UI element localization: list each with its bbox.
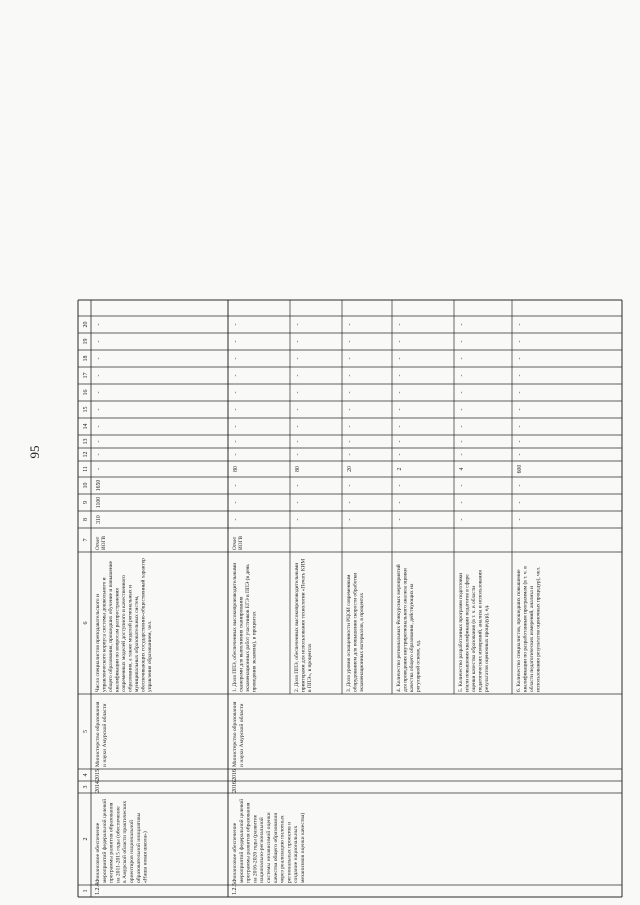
indicator-year-value: - (347, 374, 353, 377)
indicator-year-value: - (459, 357, 465, 360)
target-indicator: в ППЭ», в процентах (307, 643, 313, 692)
indicator-year-value: - (517, 440, 523, 443)
indicator-year-value: - (233, 408, 239, 411)
indicator-year-value: - (295, 425, 301, 428)
indicator-year-value: - (295, 374, 301, 377)
indicator-year-value: 80 (233, 466, 239, 472)
target-indicator: качества общего образования, действующих на (409, 583, 415, 692)
target-indicator: управления образованием, чел. (147, 620, 153, 692)
column-number-header: 16 (83, 389, 89, 396)
indicator-year-value: - (233, 323, 239, 326)
event-description: механизмов оценки качества) (300, 812, 306, 883)
target-indicator: и/или повышения квалификации педагогов в сфере (464, 574, 471, 692)
indicator-year-value: - (397, 391, 403, 394)
indicator-year-value: - (96, 453, 102, 456)
event-description: программы развития образования (108, 802, 115, 883)
indicator-year-value: 600 (517, 464, 523, 474)
indicator-year-value: 1100 (96, 496, 102, 509)
target-indicator: области педагогических измерений, анализа и (529, 586, 535, 692)
column-number-header: 3 (83, 785, 89, 789)
indicator-year-value: 80 (295, 466, 301, 472)
indicator-year-value: 2 (397, 467, 403, 471)
indicator-year-value: - (347, 425, 353, 428)
target-indicator: 5. Количество разработанных программ подготовки (458, 572, 464, 692)
indicator-year-value: - (517, 484, 523, 487)
indicator-year-value: - (459, 374, 465, 377)
event-description: создание национальных (293, 825, 300, 883)
indicator-year-value: - (96, 468, 102, 470)
indicator-year-value: - (459, 408, 465, 411)
event-description: на 2016-2020 годы (развитие (252, 814, 259, 883)
column-number-header: 13 (83, 438, 89, 445)
start-year: 2016 (232, 781, 238, 793)
end-year: 2015 (95, 769, 101, 781)
indicator-year-value: - (347, 501, 353, 504)
indicator-year-value: - (295, 391, 301, 394)
indicator-year-value: - (233, 484, 239, 487)
column-number-header: 7 (83, 538, 89, 542)
event-description: мероприятий федеральной целевой (101, 798, 108, 883)
indicator-year-value: - (233, 440, 239, 443)
target-indicator: результатов оценочных процедур), ед. (484, 604, 490, 692)
indicator-year-value: - (233, 374, 239, 377)
indicator-year-value: - (233, 518, 239, 521)
indicator-year-value: 20 (347, 466, 353, 472)
indicator-year-value: - (397, 425, 403, 428)
event-description: Финансовое обеспечение (95, 822, 101, 883)
responsible-executor: Министерство образования (95, 701, 101, 767)
indicator-year-value: - (96, 425, 102, 428)
indicator-year-value: 1650 (96, 479, 102, 492)
indicator-year-value: - (517, 340, 523, 343)
indicator-year-value: - (295, 453, 301, 456)
indicator-year-value: - (347, 357, 353, 360)
indicator-year-value: - (397, 484, 403, 487)
event-description: «Наша новая школа») (142, 831, 149, 883)
target-indicator: Число специалистов преподавательского и (95, 594, 101, 692)
table-body (78, 300, 622, 897)
event-description: ориентиров национальной (129, 819, 135, 883)
responsible-executor: и науки Амурской области (238, 703, 245, 767)
indicator-year-value: - (295, 501, 301, 504)
start-year: 2014 (95, 781, 101, 793)
indicator-year-value: - (397, 440, 403, 443)
indicator-year-value: - (295, 440, 301, 443)
indicator-year-value: - (295, 340, 301, 343)
indicator-source: ИОГВ (101, 536, 108, 550)
indicator-year-value: - (397, 453, 403, 456)
indicator-year-value: - (517, 357, 523, 360)
indicator-year-value: - (295, 484, 301, 487)
target-indicator: образования, а также моделей региональных и (127, 585, 134, 692)
column-number-header: 8 (83, 518, 89, 521)
indicator-year-value: - (459, 484, 465, 487)
target-indicator: муниципальных образовательных систем, (134, 595, 140, 692)
target-indicator: квалификации по разработанным программам (в т. ч. в (522, 566, 529, 692)
event-description: мероприятий федеральной целевой (238, 798, 245, 883)
event-description: через реализацию пилотных (279, 815, 286, 883)
indicator-year-value: - (96, 323, 102, 326)
indicator-year-value: - (517, 453, 523, 456)
indicator-source: Отчет (232, 536, 238, 550)
indicator-year-value: - (397, 357, 403, 360)
indicator-year-value: - (459, 425, 465, 428)
target-indicator: современных моделей доступного и качественного (121, 575, 127, 692)
target-indicator: регулярной основе, ед. (415, 639, 422, 692)
indicator-year-value: - (347, 323, 353, 326)
event-description: Финансовое обеспечение (232, 822, 238, 883)
event-description: региональных проектов и (286, 821, 293, 883)
indicator-year-value: - (347, 340, 353, 343)
event-description: системы независимой оценки (266, 812, 272, 883)
indicator-year-value: - (295, 518, 301, 521)
indicator-year-value: - (96, 408, 102, 411)
column-number-header: 19 (83, 338, 89, 345)
event-description: качества общего образования (272, 813, 279, 883)
indicator-year-value: - (347, 484, 353, 487)
target-indicator: общего образования, прошедших обучение и повышение (108, 560, 114, 692)
target-indicator: оборудованием для повышения скорости обработки (352, 572, 359, 692)
indicator-year-value: - (397, 501, 403, 504)
column-number-header: 20 (83, 321, 89, 328)
target-indicator: для проведения внутрирегионального анализа оценки (402, 568, 409, 692)
event-description: программы развития образования (245, 802, 252, 883)
column-number-header: 5 (83, 730, 89, 733)
indicator-year-value: - (96, 391, 102, 394)
indicator-year-value: - (459, 453, 465, 456)
target-indicator: квалификации по вопросам распространения (114, 588, 121, 692)
row-code: 1.2.5. (232, 881, 238, 895)
column-number-header: 1 (83, 889, 89, 893)
indicator-year-value: - (517, 374, 523, 377)
end-year: 2016 (232, 769, 238, 781)
indicator-year-value: - (233, 357, 239, 360)
indicator-year-value: - (459, 501, 465, 504)
event-description: национально-региональной (259, 817, 266, 883)
indicator-year-value: 310 (96, 515, 102, 524)
responsible-executor: и науки Амурской области (101, 703, 108, 767)
indicator-source: ИОГВ (238, 536, 245, 550)
indicator-year-value: - (459, 391, 465, 394)
indicator-year-value: - (397, 518, 403, 521)
column-number-header: 6 (83, 621, 89, 625)
indicator-year-value: - (347, 518, 353, 521)
column-number-header: 15 (83, 406, 89, 413)
indicator-year-value: - (233, 425, 239, 428)
column-number-header: 14 (83, 423, 89, 430)
indicator-year-value: - (347, 453, 353, 456)
event-description: на 2011-2015 годы (обеспечение (115, 806, 122, 883)
target-indicator: обеспечивающих государственно-общественный характер (140, 558, 147, 692)
column-number-header: 18 (83, 355, 89, 362)
target-indicator: экзаменационных материалов, в процентах (359, 592, 365, 692)
indicator-year-value: - (347, 408, 353, 411)
indicator-year-value: - (295, 323, 301, 326)
indicator-year-value: - (347, 391, 353, 394)
indicator-year-value: - (397, 340, 403, 343)
event-description: в Амурской области практических (122, 800, 129, 883)
indicator-year-value: - (295, 357, 301, 360)
indicator-year-value: - (459, 440, 465, 443)
indicator-year-value: - (397, 374, 403, 377)
indicator-year-value: - (397, 323, 403, 326)
indicator-year-value: - (517, 408, 523, 411)
indicator-year-value: - (233, 391, 239, 394)
indicator-year-value: - (233, 501, 239, 504)
indicator-source: Отчет (95, 536, 101, 550)
column-number-header: 11 (83, 466, 89, 472)
indicator-year-value: - (96, 340, 102, 343)
responsible-executor: Министерство образования (232, 701, 238, 767)
indicator-year-value: - (517, 518, 523, 521)
column-number-header: 9 (83, 501, 89, 504)
target-indicator: управленческого корпуса системы дошкольного и (101, 577, 108, 692)
indicator-year-value: - (96, 374, 102, 377)
target-indicator: педагогических измерений, анализа и использования (477, 570, 484, 692)
indicator-year-value: - (459, 340, 465, 343)
target-indicator: использования результатов оценочных процедур), чел. (535, 566, 542, 692)
column-number-header: 10 (83, 482, 89, 489)
column-number-header: 17 (83, 372, 89, 379)
indicator-year-value: - (517, 391, 523, 394)
target-indicator: 3. Доля уровня оснащенности РЦОИ современным (346, 574, 352, 692)
indicator-year-value: - (459, 323, 465, 326)
indicator-year-value: - (397, 408, 403, 411)
target-indicator: 2. Доля ППЭ, обеспеченных высокопроизводительными (294, 562, 300, 692)
indicator-year-value: - (295, 408, 301, 411)
row-code: 1.2.4. (95, 881, 101, 895)
target-indicator: оценки качества образования (в т. ч. в области (471, 585, 477, 692)
target-indicator: экзаменационных работ участников ЕГЭ в ППЭ (в день (245, 564, 251, 692)
indicator-year-value: 4 (459, 467, 465, 471)
event-description: образовательной инициативы (135, 812, 142, 883)
target-indicator: 4. Количество региональных คонкурсных мероприятий (396, 564, 402, 692)
target-indicator: проведения экзамена), в процентах (251, 611, 258, 692)
indicator-year-value: - (96, 357, 102, 360)
indicator-year-value: - (347, 440, 353, 443)
target-indicator: сканерами для выполнения сканирования (238, 596, 245, 692)
target-indicator: 1. Доля ППЭ, обеспеченных высокопроизводительными (232, 562, 238, 692)
column-number-header: 12 (83, 451, 89, 458)
indicator-year-value: - (96, 440, 102, 443)
indicator-year-value: - (517, 501, 523, 504)
indicator-year-value: - (459, 518, 465, 521)
indicator-year-value: - (233, 453, 239, 456)
target-indicator: 6. Количество специалистов, прошедших повышение (516, 569, 522, 692)
indicator-year-value: - (517, 323, 523, 326)
column-number-header: 4 (83, 773, 89, 777)
page-number: 95 (27, 445, 42, 459)
indicator-year-value: - (517, 425, 523, 428)
column-number-header: 2 (83, 837, 89, 841)
target-indicator: принтерами для использования технологии «Печать КИМ (300, 558, 307, 692)
indicator-year-value: - (233, 340, 239, 343)
